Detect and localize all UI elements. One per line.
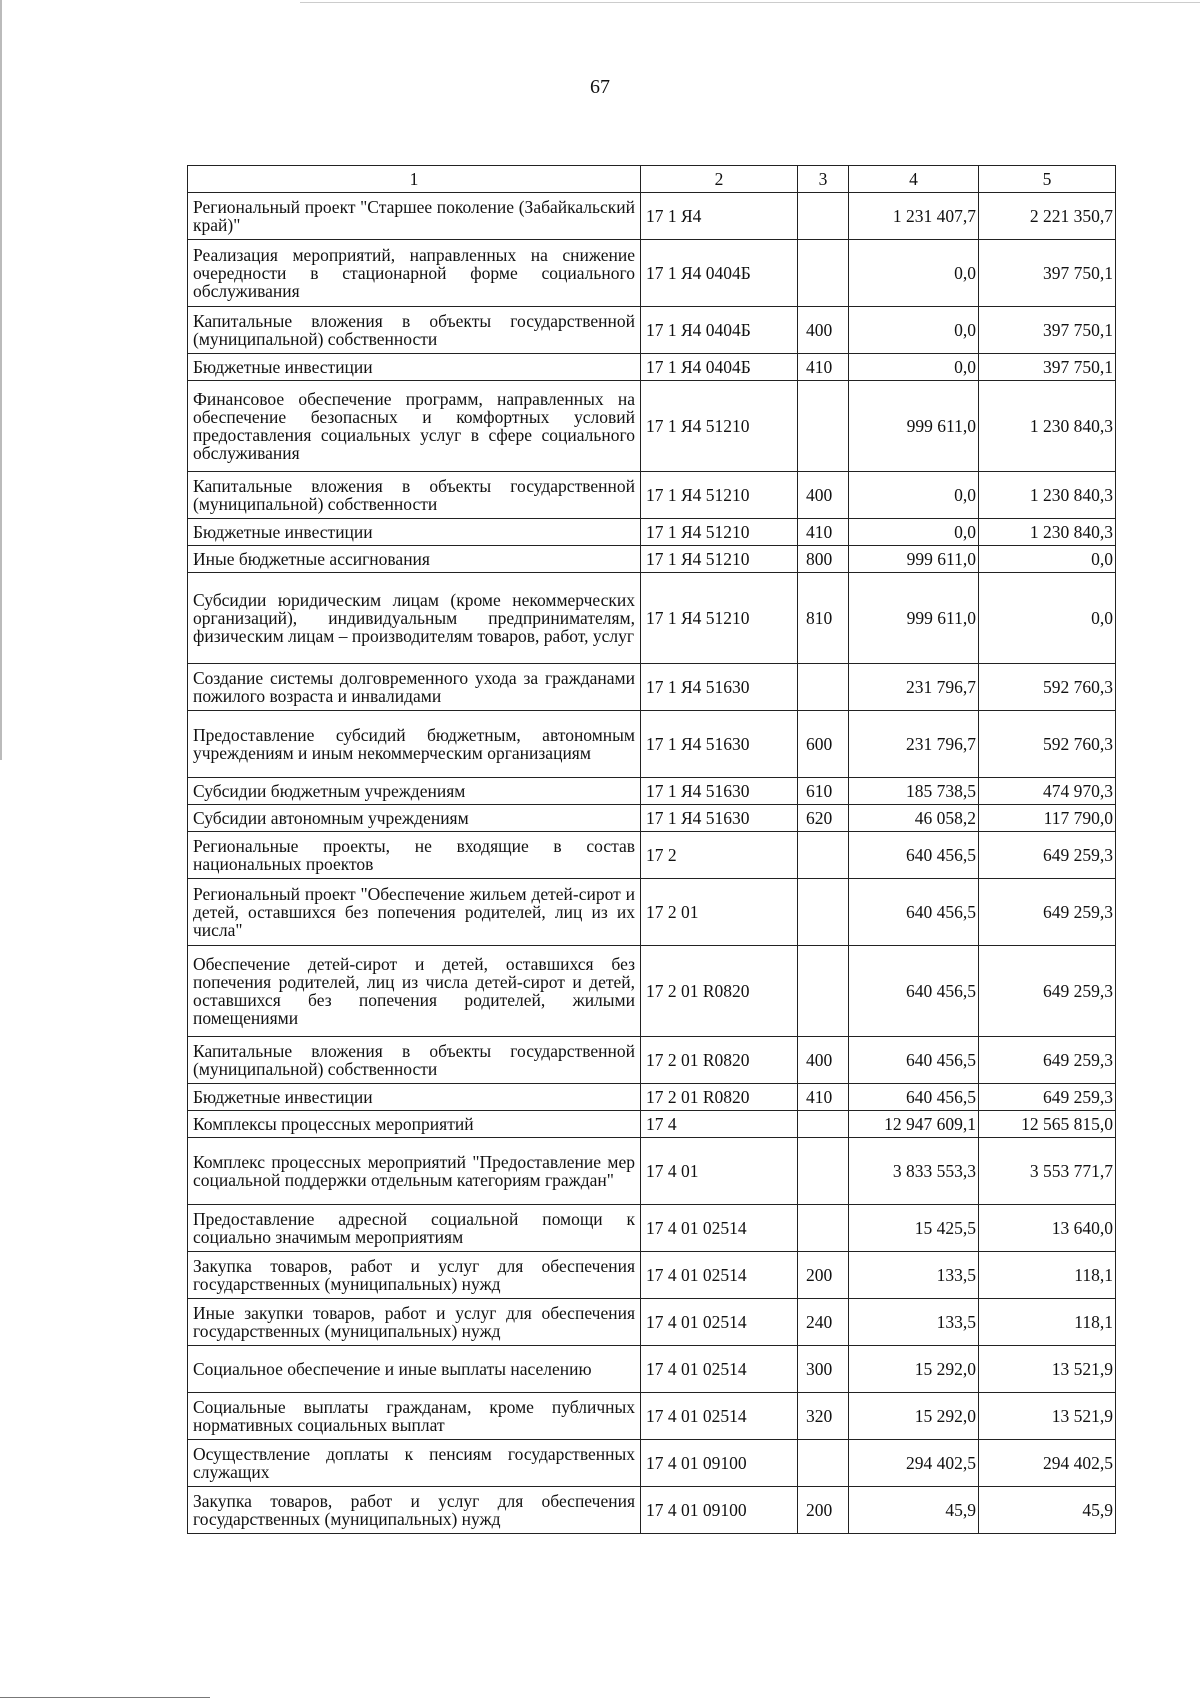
- row-value-col5: 117 790,0: [979, 805, 1116, 832]
- table-row: [188, 1346, 1116, 1393]
- table-row: [188, 832, 1116, 879]
- row-name-cell: Капитальные вложения в объекты государственной (муниципальной) собственности: [188, 472, 641, 519]
- row-value-col5: 1 230 840,3: [979, 472, 1116, 519]
- row-value-col5: 649 259,3: [979, 879, 1116, 946]
- row-value-col4: 640 456,5: [849, 1084, 979, 1111]
- row-code-cell: 17 1 Я4 0404Б: [641, 240, 798, 307]
- row-name-cell: Бюджетные инвестиции: [188, 1084, 641, 1111]
- table-row: [188, 778, 1116, 805]
- row-type-cell: 320: [798, 1393, 849, 1440]
- column-header: 3: [798, 166, 849, 193]
- row-code-cell: 17 1 Я4 51210: [641, 546, 798, 573]
- row-value-col4: 3 833 553,3: [849, 1138, 979, 1205]
- row-code-cell: 17 1 Я4 51210: [641, 472, 798, 519]
- table-row: [188, 240, 1116, 307]
- row-value-col4: 15 292,0: [849, 1393, 979, 1440]
- row-value-col5: 649 259,3: [979, 946, 1116, 1037]
- table-row: [188, 1487, 1116, 1534]
- row-value-col4: 294 402,5: [849, 1440, 979, 1487]
- row-type-cell: 620: [798, 805, 849, 832]
- row-name-cell: Реализация мероприятий, направленных на снижение очередности в стационарной форме социального обслуживания: [188, 240, 641, 307]
- row-value-col5: 1 230 840,3: [979, 519, 1116, 546]
- table-row: [188, 193, 1116, 240]
- row-name-cell: Финансовое обеспечение программ, направленных на обеспечение безопасных и комфортных условий предоставления социальных услуг в сфере социального обслуживания: [188, 381, 641, 472]
- row-type-cell: [798, 1138, 849, 1205]
- row-code-cell: 17 2 01 R0820: [641, 1084, 798, 1111]
- row-value-col4: 1 231 407,7: [849, 193, 979, 240]
- row-value-col5: 13 521,9: [979, 1393, 1116, 1440]
- table-row: [188, 1393, 1116, 1440]
- row-value-col5: 0,0: [979, 546, 1116, 573]
- row-value-col4: 0,0: [849, 354, 979, 381]
- row-name-cell: Субсидии юридическим лицам (кроме некоммерческих организаций), индивидуальным предпринимателям, физическим лицам – производителям товаров, работ, услуг: [188, 573, 641, 664]
- row-type-cell: 400: [798, 307, 849, 354]
- row-code-cell: 17 1 Я4 51210: [641, 381, 798, 472]
- table-header-row: [188, 166, 1116, 193]
- row-type-cell: 800: [798, 546, 849, 573]
- row-name-cell: Капитальные вложения в объекты государственной (муниципальной) собственности: [188, 1037, 641, 1084]
- row-value-col5: 397 750,1: [979, 240, 1116, 307]
- row-type-cell: 240: [798, 1299, 849, 1346]
- row-value-col4: 46 058,2: [849, 805, 979, 832]
- row-type-cell: [798, 946, 849, 1037]
- row-value-col4: 640 456,5: [849, 879, 979, 946]
- column-header: 1: [188, 166, 641, 193]
- row-code-cell: 17 4 01 09100: [641, 1487, 798, 1534]
- row-name-cell: Иные бюджетные ассигнования: [188, 546, 641, 573]
- row-value-col5: 13 640,0: [979, 1205, 1116, 1252]
- row-name-cell: Комплекс процессных мероприятий "Предоставление мер социальной поддержки отдельным категориям граждан": [188, 1138, 641, 1205]
- row-type-cell: [798, 1205, 849, 1252]
- row-name-cell: Иные закупки товаров, работ и услуг для обеспечения государственных (муниципальных) нужд: [188, 1299, 641, 1346]
- row-value-col4: 640 456,5: [849, 946, 979, 1037]
- table-row: [188, 472, 1116, 519]
- row-value-col4: 12 947 609,1: [849, 1111, 979, 1138]
- row-type-cell: [798, 1111, 849, 1138]
- table-row: [188, 1037, 1116, 1084]
- row-type-cell: 600: [798, 711, 849, 778]
- table-row: [188, 1111, 1116, 1138]
- row-code-cell: 17 1 Я4 51630: [641, 664, 798, 711]
- row-type-cell: 200: [798, 1252, 849, 1299]
- row-name-cell: Предоставление адресной социальной помощи к социально значимым мероприятиям: [188, 1205, 641, 1252]
- row-value-col5: 118,1: [979, 1299, 1116, 1346]
- row-value-col5: 397 750,1: [979, 354, 1116, 381]
- row-type-cell: 410: [798, 1084, 849, 1111]
- table-body: [188, 193, 1116, 1534]
- row-name-cell: Бюджетные инвестиции: [188, 354, 641, 381]
- row-name-cell: Бюджетные инвестиции: [188, 519, 641, 546]
- row-name-cell: Региональный проект "Старшее поколение (Забайкальский край)": [188, 193, 641, 240]
- row-value-col5: 45,9: [979, 1487, 1116, 1534]
- row-type-cell: 810: [798, 573, 849, 664]
- row-value-col4: 999 611,0: [849, 546, 979, 573]
- row-value-col4: 640 456,5: [849, 1037, 979, 1084]
- row-type-cell: [798, 1440, 849, 1487]
- row-name-cell: Социальные выплаты гражданам, кроме публичных нормативных социальных выплат: [188, 1393, 641, 1440]
- row-type-cell: [798, 381, 849, 472]
- row-type-cell: [798, 664, 849, 711]
- row-code-cell: 17 4: [641, 1111, 798, 1138]
- row-value-col5: 0,0: [979, 573, 1116, 664]
- row-type-cell: [798, 879, 849, 946]
- table-row: [188, 664, 1116, 711]
- table-row: [188, 1138, 1116, 1205]
- row-type-cell: 300: [798, 1346, 849, 1393]
- table-row: [188, 519, 1116, 546]
- table-row: [188, 381, 1116, 472]
- row-name-cell: Создание системы долговременного ухода за гражданами пожилого возраста и инвалидами: [188, 664, 641, 711]
- row-value-col5: 397 750,1: [979, 307, 1116, 354]
- row-value-col5: 118,1: [979, 1252, 1116, 1299]
- table-row: [188, 1205, 1116, 1252]
- row-code-cell: 17 1 Я4: [641, 193, 798, 240]
- row-value-col4: 999 611,0: [849, 381, 979, 472]
- scan-edge-line: [0, 0, 2, 760]
- row-code-cell: 17 1 Я4 51630: [641, 778, 798, 805]
- row-name-cell: Региональный проект "Обеспечение жильем детей-сирот и детей, оставшихся без попечения родителей, лиц из их числа": [188, 879, 641, 946]
- row-type-cell: [798, 240, 849, 307]
- scan-edge-line: [300, 2, 1200, 3]
- row-code-cell: 17 4 01 09100: [641, 1440, 798, 1487]
- row-value-col5: 2 221 350,7: [979, 193, 1116, 240]
- table-row: [188, 1084, 1116, 1111]
- row-value-col5: 649 259,3: [979, 1037, 1116, 1084]
- table-row: [188, 546, 1116, 573]
- row-name-cell: Обеспечение детей-сирот и детей, оставшихся без попечения родителей, лиц из числа детей-сирот и детей, оставшихся без попечения родителей, жилыми помещениями: [188, 946, 641, 1037]
- row-value-col5: 649 259,3: [979, 1084, 1116, 1111]
- row-value-col4: 999 611,0: [849, 573, 979, 664]
- table-row: [188, 1440, 1116, 1487]
- table-row: [188, 1252, 1116, 1299]
- row-name-cell: Комплексы процессных мероприятий: [188, 1111, 641, 1138]
- table-row: [188, 573, 1116, 664]
- row-value-col4: 15 425,5: [849, 1205, 979, 1252]
- row-value-col4: 0,0: [849, 307, 979, 354]
- row-value-col5: 12 565 815,0: [979, 1111, 1116, 1138]
- row-name-cell: Предоставление субсидий бюджетным, автономным учреждениям и иным некоммерческим организациям: [188, 711, 641, 778]
- row-value-col4: 15 292,0: [849, 1346, 979, 1393]
- row-value-col5: 474 970,3: [979, 778, 1116, 805]
- table-row: [188, 711, 1116, 778]
- row-code-cell: 17 1 Я4 0404Б: [641, 354, 798, 381]
- row-name-cell: Субсидии бюджетным учреждениям: [188, 778, 641, 805]
- row-type-cell: [798, 832, 849, 879]
- row-value-col5: 294 402,5: [979, 1440, 1116, 1487]
- table-row: [188, 1299, 1116, 1346]
- row-type-cell: 400: [798, 1037, 849, 1084]
- row-code-cell: 17 1 Я4 0404Б: [641, 307, 798, 354]
- row-value-col4: 133,5: [849, 1299, 979, 1346]
- row-value-col4: 231 796,7: [849, 711, 979, 778]
- table-row: [188, 307, 1116, 354]
- row-value-col5: 649 259,3: [979, 832, 1116, 879]
- table-row: [188, 879, 1116, 946]
- row-value-col5: 13 521,9: [979, 1346, 1116, 1393]
- table-row: [188, 805, 1116, 832]
- scan-edge-line: [0, 1697, 210, 1698]
- table-row: [188, 946, 1116, 1037]
- row-code-cell: 17 1 Я4 51210: [641, 519, 798, 546]
- row-type-cell: 400: [798, 472, 849, 519]
- column-header: 4: [849, 166, 979, 193]
- row-name-cell: Осуществление доплаты к пенсиям государственных служащих: [188, 1440, 641, 1487]
- row-type-cell: 410: [798, 354, 849, 381]
- row-type-cell: [798, 193, 849, 240]
- row-type-cell: 610: [798, 778, 849, 805]
- row-code-cell: 17 4 01 02514: [641, 1205, 798, 1252]
- row-code-cell: 17 4 01 02514: [641, 1346, 798, 1393]
- row-code-cell: 17 1 Я4 51210: [641, 573, 798, 664]
- row-code-cell: 17 4 01 02514: [641, 1393, 798, 1440]
- row-type-cell: 410: [798, 519, 849, 546]
- row-name-cell: Закупка товаров, работ и услуг для обеспечения государственных (муниципальных) нужд: [188, 1487, 641, 1534]
- row-code-cell: 17 4 01 02514: [641, 1252, 798, 1299]
- column-header: 5: [979, 166, 1116, 193]
- row-value-col4: 0,0: [849, 519, 979, 546]
- row-name-cell: Закупка товаров, работ и услуг для обеспечения государственных (муниципальных) нужд: [188, 1252, 641, 1299]
- row-value-col4: 185 738,5: [849, 778, 979, 805]
- row-type-cell: 200: [798, 1487, 849, 1534]
- page-number: 67: [590, 76, 610, 98]
- row-value-col5: 592 760,3: [979, 664, 1116, 711]
- row-value-col4: 133,5: [849, 1252, 979, 1299]
- row-value-col5: 3 553 771,7: [979, 1138, 1116, 1205]
- row-value-col4: 0,0: [849, 240, 979, 307]
- row-value-col5: 1 230 840,3: [979, 381, 1116, 472]
- row-code-cell: 17 2 01: [641, 879, 798, 946]
- budget-table: [187, 165, 1116, 1534]
- row-code-cell: 17 1 Я4 51630: [641, 711, 798, 778]
- row-value-col4: 45,9: [849, 1487, 979, 1534]
- row-value-col4: 231 796,7: [849, 664, 979, 711]
- row-code-cell: 17 2 01 R0820: [641, 1037, 798, 1084]
- row-name-cell: Субсидии автономным учреждениям: [188, 805, 641, 832]
- row-name-cell: Капитальные вложения в объекты государственной (муниципальной) собственности: [188, 307, 641, 354]
- row-name-cell: Региональные проекты, не входящие в состав национальных проектов: [188, 832, 641, 879]
- row-value-col4: 0,0: [849, 472, 979, 519]
- row-code-cell: 17 1 Я4 51630: [641, 805, 798, 832]
- row-code-cell: 17 2 01 R0820: [641, 946, 798, 1037]
- row-value-col5: 592 760,3: [979, 711, 1116, 778]
- table-row: [188, 354, 1116, 381]
- column-header: 2: [641, 166, 798, 193]
- row-value-col4: 640 456,5: [849, 832, 979, 879]
- row-code-cell: 17 2: [641, 832, 798, 879]
- row-code-cell: 17 4 01: [641, 1138, 798, 1205]
- row-name-cell: Социальное обеспечение и иные выплаты населению: [188, 1346, 641, 1393]
- row-code-cell: 17 4 01 02514: [641, 1299, 798, 1346]
